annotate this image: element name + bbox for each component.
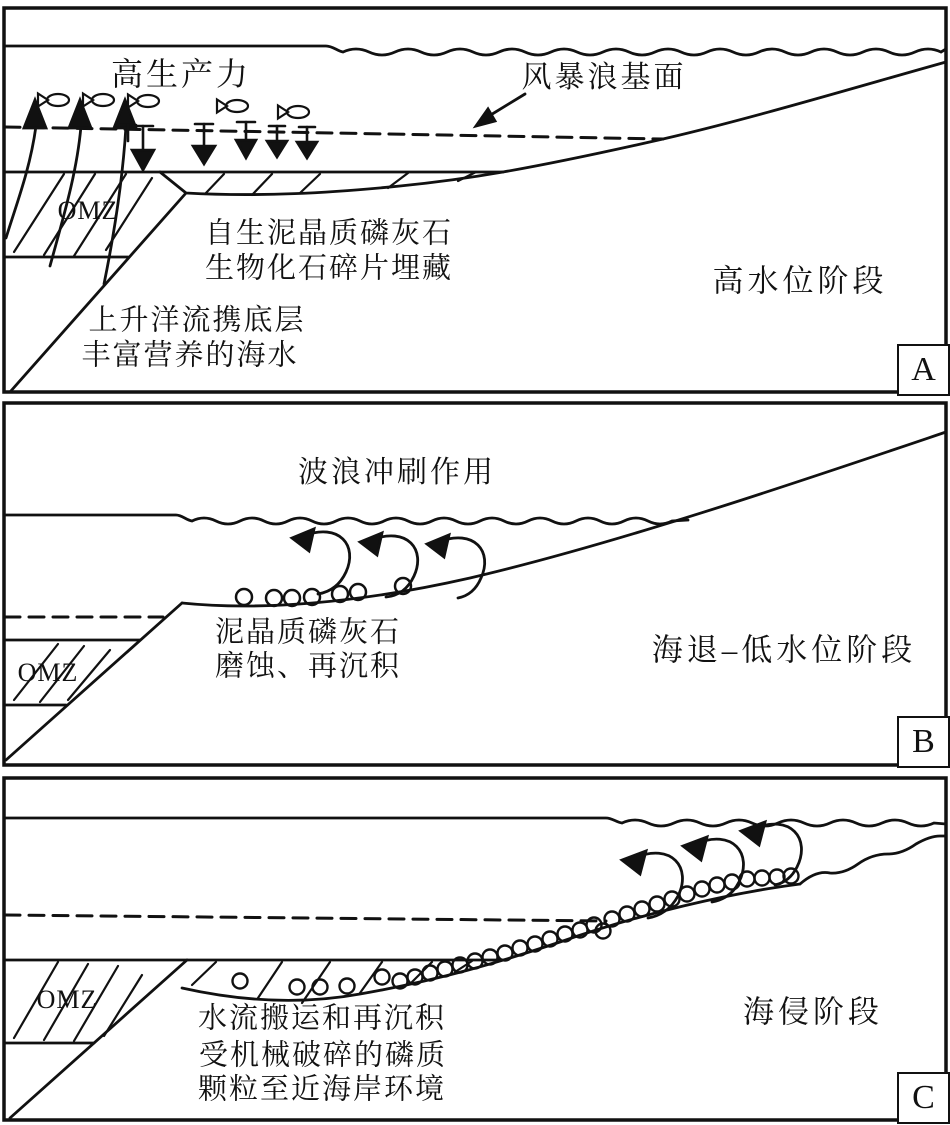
panel-c-border bbox=[4, 778, 946, 1120]
panel-letter-a: A bbox=[897, 344, 950, 396]
label-apatite-b-2: 磨蚀、再沉积 bbox=[214, 650, 402, 683]
label-upwelling-2: 丰富营养的海水 bbox=[81, 339, 299, 372]
label-stage-b: 海退–低水位阶段 bbox=[651, 632, 917, 668]
label-transport-2: 受机械破碎的磷质 bbox=[198, 1039, 448, 1072]
wave-curl-arrow-icon bbox=[292, 529, 485, 598]
label-stage-a: 高水位阶段 bbox=[712, 263, 888, 299]
label-transport-3: 颗粒至近海岸环境 bbox=[197, 1073, 447, 1106]
panel-letter-c: C bbox=[897, 1072, 950, 1124]
grain-circles bbox=[233, 869, 799, 995]
slope-line bbox=[182, 884, 800, 1000]
label-high-productivity: 高生产力 bbox=[110, 56, 252, 92]
sea-surface-line bbox=[5, 818, 946, 826]
storm-wave-base-line bbox=[5, 127, 663, 139]
panel-letter-b: B bbox=[897, 716, 950, 768]
storm-wave-base-line bbox=[5, 915, 606, 921]
sea-surface-line bbox=[5, 46, 946, 55]
continental-slope-line bbox=[10, 960, 187, 1118]
pointer-arrow bbox=[476, 94, 525, 126]
label-stage-c: 海侵阶段 bbox=[743, 994, 883, 1030]
label-wave-scouring: 波浪冲刷作用 bbox=[298, 456, 496, 489]
label-upwelling-1: 上升洋流携底层 bbox=[88, 304, 306, 337]
drowned-slope-wavy-line bbox=[800, 836, 946, 884]
label-omz-c: OMZ bbox=[36, 985, 98, 1014]
label-omz-a: OMZ bbox=[57, 196, 119, 225]
label-apatite-b-1: 泥晶质磷灰石 bbox=[214, 616, 402, 649]
label-transport-1: 水流搬运和再沉积 bbox=[197, 1002, 447, 1035]
sea-surface-line bbox=[5, 515, 688, 524]
label-apatite-a-1: 自生泥晶质磷灰石 bbox=[204, 217, 454, 250]
label-apatite-a-2: 生物化石碎片埋藏 bbox=[204, 252, 454, 285]
label-omz-b: OMZ bbox=[17, 658, 79, 687]
label-storm-wave-base: 风暴浪基面 bbox=[521, 61, 687, 94]
panel-c-art bbox=[4, 778, 946, 1120]
